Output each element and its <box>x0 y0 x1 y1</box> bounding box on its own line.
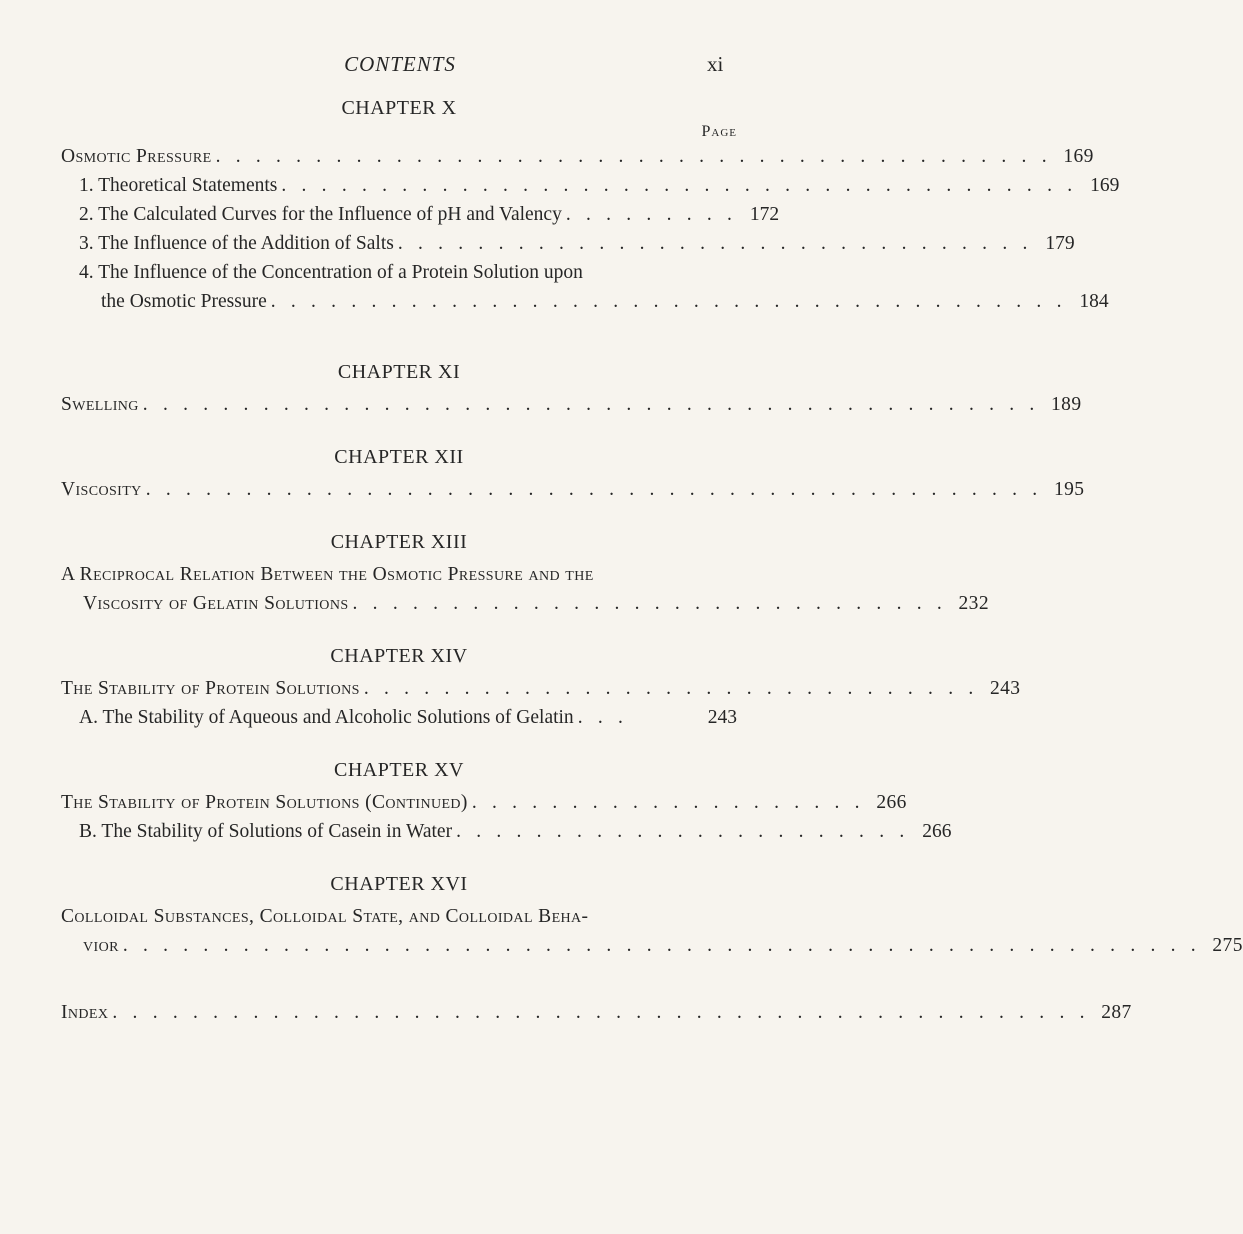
chapter-section <box>61 758 952 846</box>
chapter-section <box>61 530 989 618</box>
dot-leader: . . . . . . . . . . . . . . . . . . . . . . . . . . . . . . . . . . . . . . . . . . . . . <box>145 479 1043 500</box>
table-of-contents <box>61 96 1243 1027</box>
toc-entry[interactable] <box>61 560 989 618</box>
dot-leader: . . . . . . . . . . . . . . . . . . . . <box>471 792 865 813</box>
toc-entry-title: The Stability of Protein Solutions <box>61 678 360 699</box>
toc-entry-title: The Stability of Protein Solutions (Continued) <box>61 792 468 813</box>
toc-entry[interactable] <box>61 902 1243 960</box>
dot-leader: . . . . . . . . . . . . . . . . . . . . . . . . . . . . . . . . <box>397 233 1033 254</box>
toc-entry-title: Viscosity <box>61 479 142 500</box>
dot-leader: . . . . . . . . . . . . . . . . . . . . . . . . . . . . . . . . . . . . . . . . . . . . . <box>142 394 1040 415</box>
toc-entry-page: 179 <box>1045 233 1075 254</box>
toc-entry-title: B. The Stability of Solutions of Casein in Water <box>79 821 453 842</box>
toc-entry-page: 195 <box>1053 479 1085 500</box>
toc-entry[interactable] <box>61 788 907 817</box>
dot-leader: . . . . . . . . . . . . . . . . . . . . . . . . . . . . . . . <box>363 678 979 699</box>
toc-entry-page: 243 <box>707 707 737 728</box>
toc-entry-page: 172 <box>749 204 780 225</box>
dot-leader: . . . . . . . . . . . . . . . . . . . . . . . . . . . . . . . . . . . . . . . . . . . . . . . . . <box>112 1002 1090 1023</box>
toc-entry-page: 184 <box>1079 291 1109 312</box>
toc-entry-title: Index <box>61 1002 109 1023</box>
toc-entry-title: 3. The Influence of the Addition of Salts <box>79 233 394 254</box>
toc-subentry[interactable] <box>61 703 737 732</box>
toc-subentry[interactable] <box>61 171 1120 200</box>
chapter-heading: CHAPTER XI <box>337 361 461 383</box>
dot-leader: . . . . . . . . . . . . . . . . . . . . . . . . . . . . . . . . . . . . . . . . <box>281 175 1078 196</box>
running-title: CONTENTS <box>344 52 456 76</box>
page-column-label: Page <box>701 123 737 140</box>
toc-entry[interactable] <box>61 142 1094 171</box>
toc-entry-title: Viscosity of Gelatin Solutions <box>83 593 349 614</box>
dot-leader: . . . . . . . . . . . . . . . . . . . . . . . <box>456 821 910 842</box>
toc-entry-title: Osmotic Pressure <box>61 146 212 167</box>
toc-entry-page: 232 <box>958 593 989 614</box>
toc-entry-title: 1. Theoretical Statements <box>79 175 278 196</box>
dot-leader: . . . . . . . . . . . . . . . . . . . . . . . . . . . . . . <box>352 593 947 614</box>
chapter-section <box>61 96 1120 316</box>
toc-subentry[interactable] <box>61 200 780 229</box>
toc-entry-page: 287 <box>1101 1002 1132 1023</box>
dot-leader: . . . <box>577 707 629 728</box>
toc-entry-page: 169 <box>1063 146 1094 167</box>
chapter-heading: CHAPTER XV <box>333 759 464 781</box>
chapter-section <box>61 360 1082 419</box>
dot-leader: . . . . . . . . . . . . . . . . . . . . . . . . . . . . . . . . . . . . . . . . <box>270 291 1067 312</box>
page-number: xi <box>707 52 724 76</box>
page-header <box>0 52 800 82</box>
toc-entry-title-line: A Reciprocal Relation Between the Osmotic Pressure and the <box>61 564 594 585</box>
toc-entry-title-line: 4. The Influence of the Concentration of a Protein Solution upon <box>79 262 583 283</box>
toc-entry-page: 189 <box>1051 394 1082 415</box>
toc-subentry[interactable] <box>61 817 952 846</box>
toc-entry-page: 169 <box>1090 175 1120 196</box>
toc-entry-page: 266 <box>922 821 952 842</box>
chapter-heading: CHAPTER XVI <box>330 873 468 895</box>
toc-entry[interactable] <box>61 390 1082 419</box>
dot-leader: . . . . . . . . . . . . . . . . . . . . . . . . . . . . . . . . . . . . . . . . . . . . . . . . . . . . . . <box>122 935 1201 956</box>
chapter-section <box>61 872 1243 960</box>
toc-entry-index[interactable] <box>61 998 1132 1027</box>
toc-subentry[interactable] <box>61 258 1109 316</box>
toc-subentry[interactable] <box>61 229 1075 258</box>
toc-entry-title: vior <box>83 935 119 956</box>
chapter-heading: CHAPTER XIII <box>330 531 468 553</box>
toc-entry[interactable] <box>61 674 1021 703</box>
toc-entry-title: 2. The Calculated Curves for the Influence of pH and Valency <box>79 204 562 225</box>
chapter-heading: CHAPTER XII <box>334 446 464 468</box>
toc-entry-title: A. The Stability of Aqueous and Alcoholic Solutions of Gelatin <box>79 707 574 728</box>
chapter-heading: CHAPTER XIV <box>330 645 468 667</box>
dot-leader: . . . . . . . . . <box>565 204 738 225</box>
chapter-section <box>61 644 1021 732</box>
chapter-heading: CHAPTER X <box>341 97 457 119</box>
toc-entry[interactable] <box>61 475 1085 504</box>
toc-entry-page: 275 <box>1212 935 1243 956</box>
toc-entry-page: 266 <box>876 792 907 813</box>
toc-entry-page: 243 <box>989 678 1021 699</box>
toc-entry-title: Swelling <box>61 394 139 415</box>
toc-entry-title-line: Colloidal Substances, Colloidal State, and Colloidal Beha- <box>61 906 589 927</box>
dot-leader: . . . . . . . . . . . . . . . . . . . . . . . . . . . . . . . . . . . . . . . . . . <box>215 146 1052 167</box>
chapter-section <box>61 445 1085 504</box>
toc-entry-title: the Osmotic Pressure <box>101 291 267 312</box>
